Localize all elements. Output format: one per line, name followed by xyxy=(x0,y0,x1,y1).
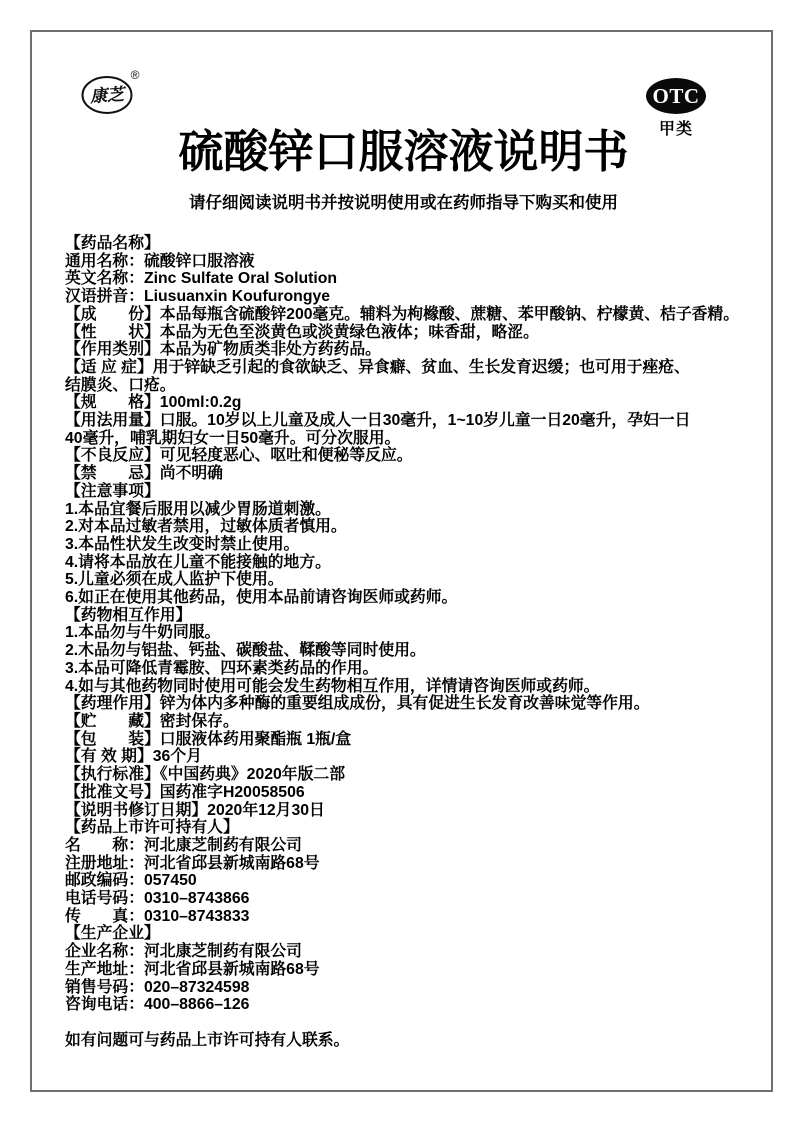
body-line: 注册地址：河北省邱县新城南路68号 xyxy=(65,854,320,872)
body-line: 生产地址：河北省邱县新城南路68号 xyxy=(65,960,320,978)
body-line: 【药物相互作用】 xyxy=(65,606,192,624)
body-line: 【禁 忌】尚不明确 xyxy=(65,465,223,483)
body-line: 【药理作用】锌为体内多种酶的重要组成成份，具有促进生长发育改善味觉等作用。 xyxy=(65,695,650,713)
page-title: 硫酸锌口服溶液说明书 xyxy=(178,126,629,177)
body-line: 【注意事项】 xyxy=(65,482,160,500)
body-line: 通用名称：硫酸锌口服溶液 xyxy=(65,252,255,270)
body-line: 【药品名称】 xyxy=(65,235,160,252)
body-text xyxy=(65,235,755,1049)
body-line: 如有问题可与药品上市许可持有人联系。 xyxy=(65,1031,350,1049)
body-line: 企业名称：河北康芝制药有限公司 xyxy=(65,943,302,961)
otc-class-label: 甲类 xyxy=(658,121,693,138)
body-line: 传 真：0310–8743833 xyxy=(65,907,250,925)
body-line: 3.本品性状发生改变时禁止使用。 xyxy=(65,535,300,553)
body-line: 英文名称：Zinc Sulfate Oral Solution xyxy=(65,270,338,288)
body-line: 【包 装】口服液体药用聚酯瓶 1瓶/盒 xyxy=(65,730,352,748)
body-line: 咨询电话：400–8866–126 xyxy=(65,996,250,1014)
registered-trademark-icon: ® xyxy=(130,68,140,82)
body-line: 3.本品可降低青霉胺、四环素类药品的作用。 xyxy=(65,659,379,677)
body-line: 4.请将本品放在儿童不能接触的地方。 xyxy=(65,553,331,571)
page-subtitle: 请仔细阅读说明书并按说明使用或在药师指导下购买和使用 xyxy=(189,194,618,212)
body-line: 结膜炎、口疮。 xyxy=(65,376,176,394)
body-line: 5.儿童必须在成人监护下使用。 xyxy=(65,571,284,589)
body-line: 汉语拼音：Liusuanxin Koufurongye xyxy=(65,288,331,306)
body-line: 电话号码：0310–8743866 xyxy=(65,890,250,908)
body-line: 【贮 藏】密封保存。 xyxy=(65,712,239,730)
otc-badge xyxy=(646,78,706,114)
body-line: 【成 份】本品每瓶含硫酸锌200毫克。辅料为枸橼酸、蔗糖、苯甲酸钠、柠檬黄、桔子香精。 xyxy=(65,305,740,323)
body-line: 邮政编码：057450 xyxy=(65,872,197,890)
body-line: 6.如正在使用其他药品，使用本品前请咨询医师或药师。 xyxy=(65,589,458,607)
body-line: 名 称：河北康芝制药有限公司 xyxy=(65,836,302,854)
body-line: 2.对本品过敏者禁用，过敏体质者慎用。 xyxy=(65,518,347,536)
body-line: 【性 状】本品为无色至淡黄色或淡黄绿色液体；味香甜，略涩。 xyxy=(65,323,539,341)
body-line: 【作用类别】本品为矿物质类非处方药药品。 xyxy=(65,341,381,359)
body-line: 【说明书修订日期】2020年12月30日 xyxy=(65,801,325,819)
body-line xyxy=(65,1014,755,1032)
body-line: 4.如与其他药物同时使用可能会发生药物相互作用，详情请咨询医师或药师。 xyxy=(65,677,600,695)
body-line: 【生产企业】 xyxy=(65,925,160,943)
body-line: 【批准文号】国药准字H20058506 xyxy=(65,783,305,801)
body-line: 【规 格】100ml:0.2g xyxy=(65,394,242,412)
body-line: 【不良反应】可见轻度恶心、呕吐和便秘等反应。 xyxy=(65,447,413,465)
body-line: 40毫升，哺乳期妇女一日50毫升。可分次服用。 xyxy=(65,429,401,447)
body-line: 1.本品勿与牛奶同服。 xyxy=(65,624,221,642)
body-line: 【执行标准】《中国药典》2020年版二部 xyxy=(65,766,345,784)
kangzhi-logo-text: 康芝 xyxy=(89,84,125,107)
kangzhi-logo xyxy=(80,62,144,120)
page-border xyxy=(30,30,773,1092)
body-line: 【药品上市许可持有人】 xyxy=(65,819,239,837)
body-line: 2.木品勿与铝盐、钙盐、碳酸盐、鞣酸等同时使用。 xyxy=(65,642,426,660)
body-line: 销售号码：020–87324598 xyxy=(65,978,250,996)
body-line: 1.本品宜餐后服用以减少胃肠道刺激。 xyxy=(65,500,331,518)
otc-label: OTC xyxy=(652,83,700,108)
body-line: 【用法用量】口服。10岁以上儿童及成人一日30毫升，1~10岁儿童一日20毫升，孕妇一日 xyxy=(65,412,691,430)
body-line: 【适 应 症】用于锌缺乏引起的食欲缺乏、异食癖、贫血、生长发育迟缓；也可用于痤疮、 xyxy=(65,358,690,376)
body-line: 【有 效 期】36个月 xyxy=(65,748,202,766)
